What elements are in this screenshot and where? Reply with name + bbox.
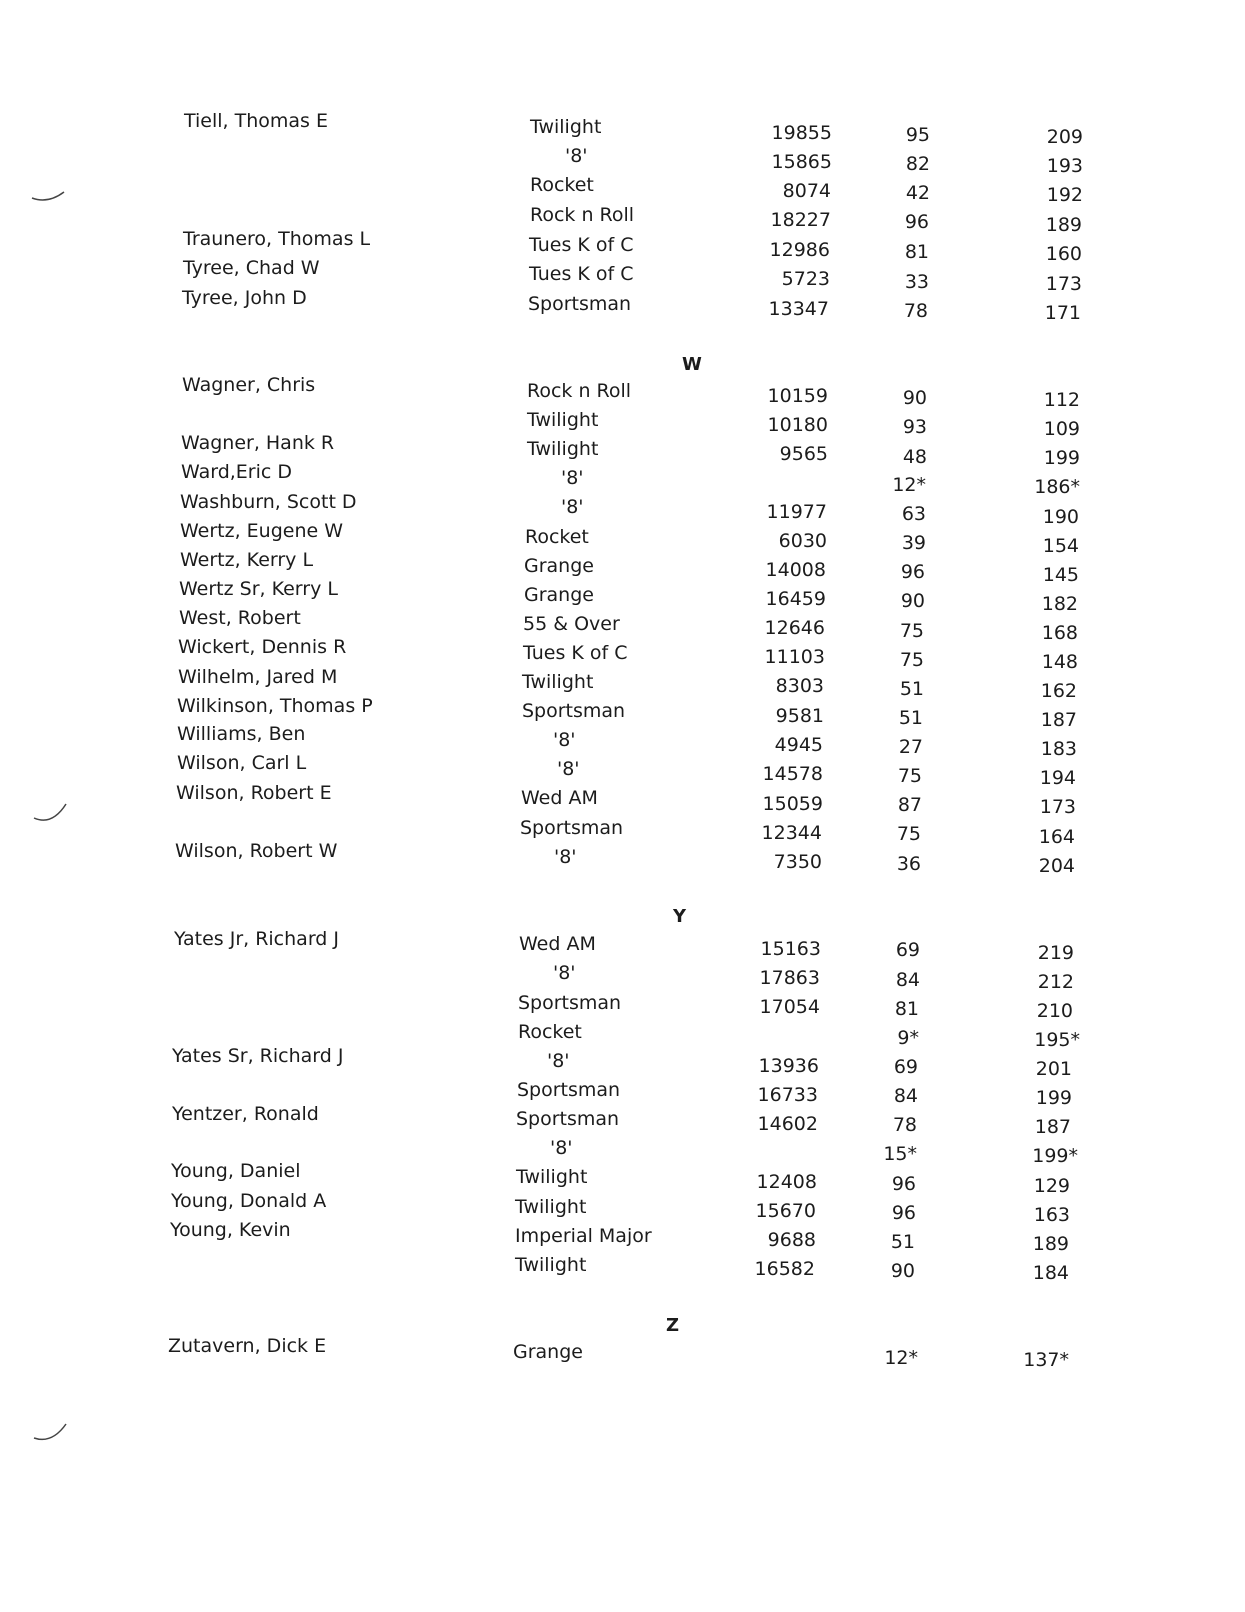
high-game-value: 201 (1035, 1058, 1072, 1080)
bowler-name: Zutavern, Dick E (168, 1335, 327, 1357)
average-value: 96 (904, 211, 929, 233)
high-game-value: 192 (1046, 184, 1083, 206)
average-value: 90 (900, 590, 925, 612)
league-name: Sportsman (522, 700, 626, 722)
average-value: 51 (890, 1231, 915, 1253)
high-game-value: 219 (1037, 942, 1074, 964)
bowler-name: Wagner, Chris (182, 374, 316, 396)
league-name: '8' (554, 846, 577, 868)
bowler-name: Young, Daniel (171, 1160, 301, 1182)
average-value: 75 (899, 649, 924, 671)
high-game-value: 173 (1045, 273, 1082, 295)
league-name: Twilight (522, 671, 594, 693)
pins-value: 9688 (767, 1229, 816, 1251)
high-game-value: 183 (1040, 738, 1077, 760)
high-game-value: 129 (1033, 1175, 1070, 1197)
average-value: 95 (905, 124, 930, 146)
league-name: Wed AM (519, 933, 596, 955)
bowler-name: Young, Donald A (171, 1190, 327, 1212)
average-value: 90 (890, 1260, 915, 1282)
pins-value: 17054 (759, 996, 820, 1018)
high-game-value: 163 (1033, 1204, 1070, 1226)
high-game-value: 112 (1043, 389, 1080, 411)
pins-value: 5723 (781, 268, 830, 290)
high-game-value: 209 (1046, 126, 1083, 148)
league-name: Sportsman (518, 992, 622, 1014)
bowler-name: West, Robert (179, 607, 301, 629)
pins-value: 9565 (779, 443, 828, 465)
average-value: 63 (901, 503, 926, 525)
high-game-value: 189 (1045, 214, 1082, 236)
average-value: 81 (894, 998, 919, 1020)
bowler-name: Wilson, Robert E (176, 782, 332, 804)
league-name: Twilight (515, 1196, 587, 1218)
league-name: Tues K of C (523, 642, 628, 664)
average-value: 36 (896, 853, 921, 875)
bowler-name: Yentzer, Ronald (172, 1103, 319, 1125)
league-name: Twilight (530, 116, 602, 138)
bowler-name: Wickert, Dennis R (178, 636, 347, 658)
average-value: 39 (901, 532, 926, 554)
league-name: '8' (561, 467, 584, 489)
league-name: Rocket (525, 526, 589, 548)
high-game-value: 137* (1023, 1349, 1069, 1371)
average-value: 75 (897, 765, 922, 787)
pins-value: 12408 (756, 1171, 817, 1193)
pins-value: 17863 (759, 967, 820, 989)
average-value: 12* (884, 1347, 918, 1369)
section-letter: Y (673, 906, 687, 927)
league-name: '8' (553, 962, 576, 984)
high-game-value: 182 (1041, 593, 1078, 615)
bowler-name: Wilhelm, Jared M (178, 666, 338, 688)
bowler-name: Wilkinson, Thomas P (177, 695, 373, 717)
pins-value: 15865 (771, 151, 832, 173)
pins-value: 10180 (767, 414, 828, 436)
high-game-value: 193 (1046, 155, 1083, 177)
bowler-name: Wertz, Kerry L (180, 549, 314, 571)
pins-value: 4945 (774, 734, 823, 756)
league-name: Twilight (516, 1166, 588, 1188)
average-value: 51 (898, 707, 923, 729)
average-value: 84 (893, 1085, 918, 1107)
high-game-value: 162 (1040, 680, 1077, 702)
pins-value: 12344 (761, 822, 822, 844)
average-value: 75 (896, 823, 921, 845)
pins-value: 16582 (754, 1258, 815, 1280)
section-letter: W (682, 354, 702, 375)
league-name: Rock n Roll (527, 380, 632, 402)
pins-value: 7350 (773, 851, 822, 873)
average-value: 48 (902, 446, 927, 468)
league-name: Tues K of C (529, 263, 634, 285)
high-game-value: 189 (1032, 1233, 1069, 1255)
average-value: 51 (899, 678, 924, 700)
high-game-value: 199 (1043, 447, 1080, 469)
high-game-value: 173 (1039, 796, 1076, 818)
pins-value: 11103 (764, 646, 825, 668)
pins-value: 15163 (760, 938, 821, 960)
high-game-value: 154 (1042, 535, 1079, 557)
high-game-value: 160 (1045, 243, 1082, 265)
bowler-name: Wilson, Carl L (177, 752, 307, 774)
pins-value: 6030 (778, 530, 827, 552)
average-value: 27 (898, 736, 923, 758)
league-name: Grange (524, 584, 594, 606)
league-name: '8' (557, 758, 580, 780)
average-value: 78 (903, 300, 928, 322)
high-game-value: 204 (1038, 855, 1075, 877)
bowler-name: Wilson, Robert W (175, 840, 338, 862)
league-name: Twilight (527, 438, 599, 460)
high-game-value: 186* (1034, 476, 1080, 498)
league-name: '8' (565, 145, 588, 167)
league-name: '8' (561, 496, 584, 518)
high-game-value: 199* (1032, 1145, 1078, 1167)
bowler-name: Wertz, Eugene W (180, 520, 344, 542)
league-name: 55 & Over (523, 613, 620, 635)
bowler-name: Ward,Eric D (181, 461, 293, 483)
league-name: Sportsman (528, 293, 632, 315)
league-name: Tues K of C (529, 234, 634, 256)
league-name: '8' (547, 1050, 570, 1072)
high-game-value: 109 (1043, 418, 1080, 440)
league-name: Rocket (518, 1021, 582, 1043)
league-name: Twilight (515, 1254, 587, 1276)
average-value: 69 (893, 1056, 918, 1078)
average-value: 15* (883, 1143, 917, 1165)
average-value: 96 (891, 1202, 916, 1224)
pins-value: 11977 (766, 501, 827, 523)
high-game-value: 171 (1044, 302, 1081, 324)
average-value: 84 (895, 969, 920, 991)
pins-value: 16459 (765, 588, 826, 610)
average-value: 33 (904, 271, 929, 293)
binder-hole-mark (30, 1418, 70, 1448)
league-name: Grange (513, 1341, 583, 1363)
league-name: Twilight (527, 409, 599, 431)
bowler-name: Washburn, Scott D (180, 491, 357, 513)
pins-value: 15059 (762, 793, 823, 815)
bowler-name: Young, Kevin (170, 1219, 291, 1241)
high-game-value: 168 (1041, 622, 1078, 644)
bowler-name: Wertz Sr, Kerry L (179, 578, 338, 600)
high-game-value: 148 (1041, 651, 1078, 673)
average-value: 93 (902, 416, 927, 438)
bowler-name: Traunero, Thomas L (183, 228, 371, 250)
bowler-name: Wagner, Hank R (181, 432, 335, 454)
average-value: 9* (897, 1027, 919, 1049)
bowler-name: Tyree, Chad W (183, 257, 320, 279)
high-game-value: 164 (1038, 826, 1075, 848)
bowler-name: Yates Jr, Richard J (174, 928, 339, 950)
average-value: 81 (904, 241, 929, 263)
league-name: Sportsman (517, 1079, 621, 1101)
league-name: Wed AM (521, 787, 598, 809)
high-game-value: 187 (1040, 709, 1077, 731)
high-game-value: 187 (1034, 1116, 1071, 1138)
binder-hole-mark (30, 178, 70, 208)
high-game-value: 210 (1036, 1000, 1073, 1022)
pins-value: 9581 (775, 705, 824, 727)
pins-value: 15670 (755, 1200, 816, 1222)
high-game-value: 184 (1032, 1262, 1069, 1284)
pins-value: 10159 (767, 385, 828, 407)
league-name: '8' (553, 729, 576, 751)
bowler-name: Williams, Ben (177, 723, 306, 745)
league-name: Sportsman (520, 817, 624, 839)
league-name: '8' (550, 1137, 573, 1159)
average-value: 82 (905, 153, 930, 175)
bowler-name: Yates Sr, Richard J (172, 1045, 344, 1067)
average-value: 90 (902, 387, 927, 409)
high-game-value: 190 (1042, 506, 1079, 528)
pins-value: 14008 (765, 559, 826, 581)
pins-value: 19855 (771, 122, 832, 144)
bowler-name: Tyree, John D (182, 287, 307, 309)
high-game-value: 195* (1034, 1029, 1080, 1051)
pins-value: 8074 (782, 180, 831, 202)
average-value: 96 (891, 1173, 916, 1195)
average-value: 75 (899, 620, 924, 642)
high-game-value: 212 (1037, 971, 1074, 993)
average-value: 42 (905, 182, 930, 204)
pins-value: 12986 (769, 239, 830, 261)
league-name: Rocket (530, 174, 594, 196)
league-name: Grange (524, 555, 594, 577)
average-value: 78 (892, 1114, 917, 1136)
bowler-name: Tiell, Thomas E (184, 110, 328, 132)
pins-value: 18227 (770, 209, 831, 231)
average-value: 96 (900, 561, 925, 583)
pins-value: 8303 (775, 675, 824, 697)
pins-value: 13347 (768, 298, 829, 320)
league-name: Imperial Major (515, 1225, 652, 1247)
pins-value: 13936 (758, 1055, 819, 1077)
league-name: Sportsman (516, 1108, 620, 1130)
league-name: Rock n Roll (530, 204, 635, 226)
pins-value: 14602 (757, 1113, 818, 1135)
high-game-value: 199 (1035, 1087, 1072, 1109)
pins-value: 16733 (757, 1084, 818, 1106)
pins-value: 14578 (762, 763, 823, 785)
average-value: 87 (897, 794, 922, 816)
average-value: 69 (895, 939, 920, 961)
pins-value: 12646 (764, 617, 825, 639)
section-letter: Z (666, 1315, 680, 1336)
binder-hole-mark (30, 800, 70, 830)
high-game-value: 194 (1039, 767, 1076, 789)
average-value: 12* (892, 474, 926, 496)
high-game-value: 145 (1042, 564, 1079, 586)
